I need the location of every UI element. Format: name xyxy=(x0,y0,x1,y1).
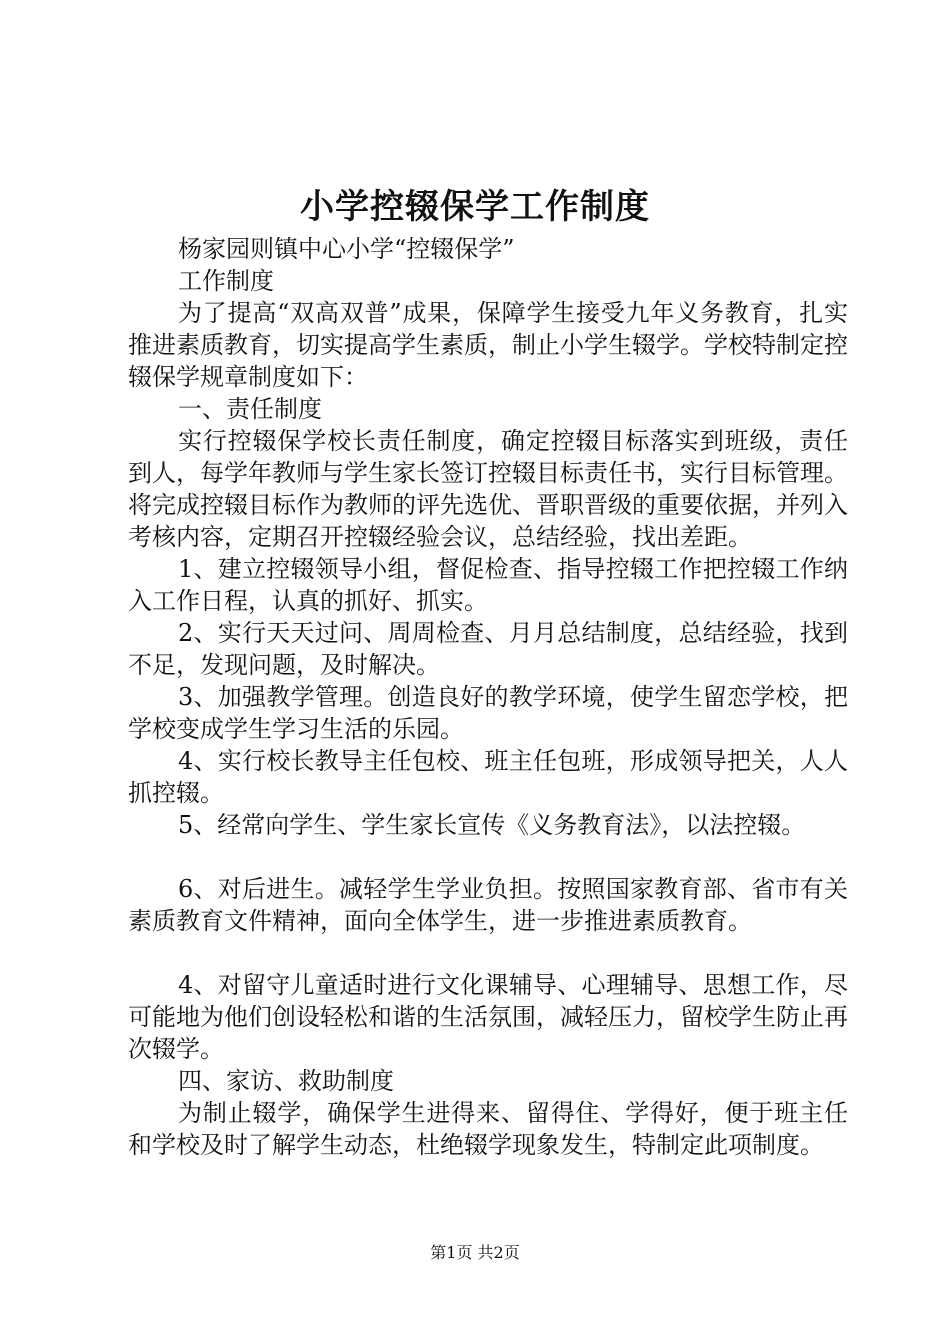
paragraph: 杨家园则镇中心小学“控辍保学” xyxy=(178,235,515,263)
section-heading: 一、责任制度 xyxy=(178,395,322,423)
document-title: 小学控辍保学工作制度 xyxy=(300,187,650,227)
paragraph: 实行控辍保学校长责任制度，确定控辍目标落实到班级，责任到人，每学年教师与学生家长签订控辍目标责任书，实行目标管理。将完成控辍目标作为教师的评先选优、晋职晋级的重要依据，并列入考核内容，定期召开控辍经验会议，总结经验，找出差距。 xyxy=(128,427,848,551)
list-item: 5、经常向学生、学生家长宣传《义务教育法》，以法控辍。 xyxy=(178,811,806,839)
list-item: 4、实行校长教导主任包校、班主任包班，形成领导把关，人人抓控辍。 xyxy=(128,747,848,807)
list-item: 2、实行天天过问、周周检查、月月总结制度，总结经验，找到不足，发现问题，及时解决。 xyxy=(128,619,848,679)
list-item: 6、对后进生。减轻学生学业负担。按照国家教育部、省市有关素质教育文件精神，面向全体学生，进一步推进素质教育。 xyxy=(128,875,848,935)
list-item: 4、对留守儿童适时进行文化课辅导、心理辅导、思想工作，尽可能地为他们创设轻松和谐的生活氛围，减轻压力，留校学生防止再次辍学。 xyxy=(128,971,848,1063)
paragraph: 为制止辍学，确保学生进得来、留得住、学得好，便于班主任和学校及时了解学生动态，杜绝辍学现象发生，特制定此项制度。 xyxy=(128,1099,848,1159)
paragraph: 为了提高“双高双普”成果，保障学生接受九年义务教育，扎实推进素质教育，切实提高学生素质，制止小学生辍学。学校特制定控辍保学规章制度如下： xyxy=(128,299,848,391)
section-heading: 四、家访、救助制度 xyxy=(178,1067,394,1095)
page-footer: 第1页 共2页 xyxy=(430,1243,520,1262)
paragraph: 工作制度 xyxy=(178,267,274,295)
list-item: 3、加强教学管理。创造良好的教学环境，使学生留恋学校，把学校变成学生学习生活的乐园。 xyxy=(128,683,848,743)
list-item: 1、建立控辍领导小组，督促检查、指导控辍工作把控辍工作纳入工作日程，认真的抓好、抓实。 xyxy=(128,555,848,615)
document-body xyxy=(128,233,848,1161)
